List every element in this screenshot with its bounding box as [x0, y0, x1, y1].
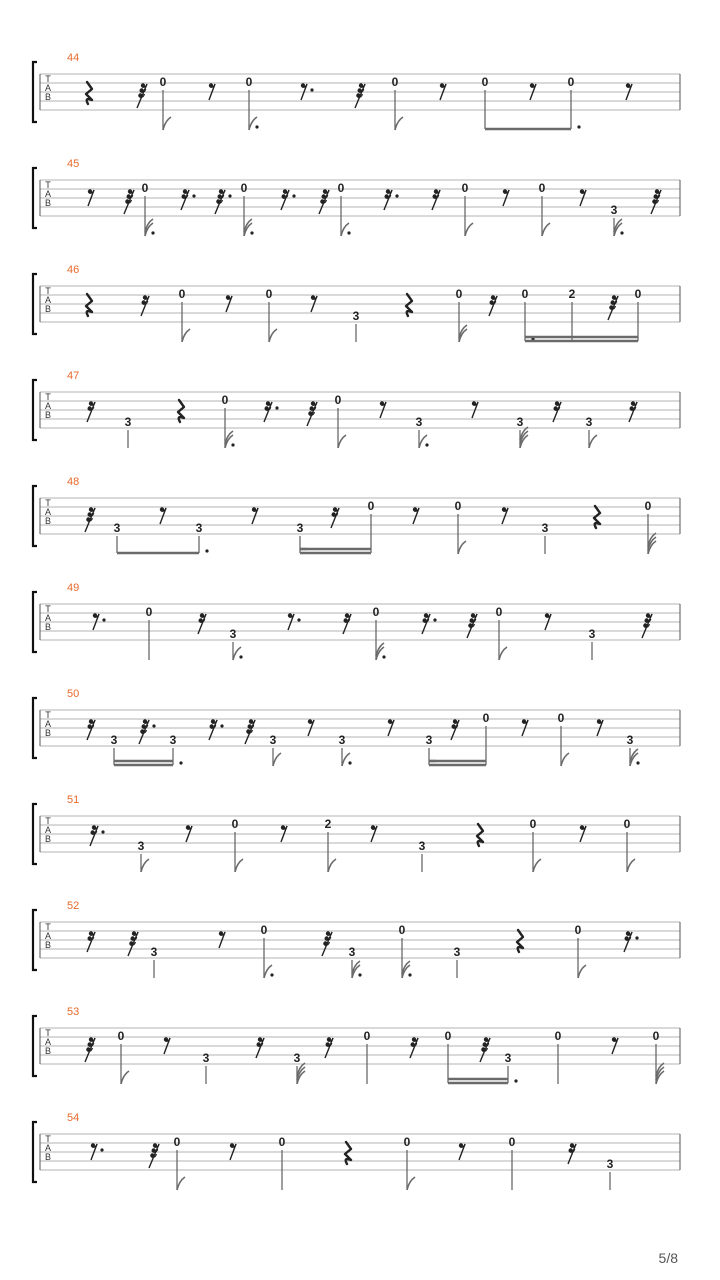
measure-number: 54: [67, 1112, 80, 1124]
note-flag: [121, 1071, 129, 1084]
fret-number: 3: [348, 945, 356, 959]
dot: [255, 125, 258, 128]
tab-system: [33, 900, 680, 978]
tab-clef-letter: A: [44, 613, 52, 623]
note-flag: [145, 219, 153, 232]
tab-clef-letter: T: [45, 286, 51, 296]
measure-number: 48: [67, 476, 80, 488]
fret-number: 0: [461, 181, 469, 195]
system-bracket: [33, 380, 37, 440]
dot: [635, 936, 638, 939]
fret-number: 3: [150, 945, 158, 959]
fret-number: 3: [269, 733, 277, 747]
fret-number: 0: [265, 287, 273, 301]
tab-system: [33, 158, 680, 236]
note-flag: [402, 961, 410, 974]
fret-number: 0: [260, 923, 268, 937]
fret-number: 3: [229, 627, 237, 641]
dot: [395, 194, 398, 197]
dot: [514, 1079, 517, 1082]
fret-number: 0: [444, 1029, 452, 1043]
tab-clef-letter: T: [45, 498, 51, 508]
fret-number: 0: [634, 287, 642, 301]
tab-system: [33, 52, 680, 130]
fret-number: 0: [231, 817, 239, 831]
fret-number: 0: [554, 1029, 562, 1043]
fret-number: 0: [278, 1135, 286, 1149]
fret-number: 0: [173, 1135, 181, 1149]
note-flag: [533, 859, 541, 872]
fret-number: 3: [626, 733, 634, 747]
tab-system: [33, 688, 680, 766]
note-flag: [407, 1177, 415, 1190]
fret-number: 0: [221, 393, 229, 407]
tab-clef-letter: B: [44, 1152, 52, 1162]
fret-number: 0: [644, 499, 652, 513]
system-bracket: [33, 592, 37, 652]
dot: [292, 194, 295, 197]
fret-number: 0: [538, 181, 546, 195]
note-flag: [182, 329, 190, 342]
system-bracket: [33, 804, 37, 864]
fret-number: 3: [338, 733, 346, 747]
tab-clef-letter: B: [44, 198, 52, 208]
fret-number: 3: [202, 1051, 210, 1065]
fret-number: 0: [367, 499, 375, 513]
note-flag: [338, 435, 346, 448]
dot: [310, 88, 313, 91]
tab-clef-letter: B: [44, 940, 52, 950]
note-flag: [578, 965, 586, 978]
dot: [231, 443, 234, 446]
fret-number: 3: [415, 415, 423, 429]
tab-clef-letter: A: [44, 719, 52, 729]
fret-number: 0: [117, 1029, 125, 1043]
tab-clef-letter: T: [45, 604, 51, 614]
tab-clef-letter: B: [44, 622, 52, 632]
note-flag: [376, 643, 384, 656]
dot: [250, 231, 253, 234]
fret-number: 3: [453, 945, 461, 959]
fret-number: 0: [337, 181, 345, 195]
tab-clef-letter: T: [45, 392, 51, 402]
note-flag: [459, 325, 467, 338]
fret-number: 3: [610, 203, 618, 217]
tab-clef-letter: A: [44, 507, 52, 517]
tab-clef-letter: A: [44, 295, 52, 305]
system-bracket: [33, 910, 37, 970]
tab-clef-letter: B: [44, 728, 52, 738]
system-bracket: [33, 168, 37, 228]
tab-clef-letter: A: [44, 825, 52, 835]
note-flag: [328, 859, 336, 872]
tab-clef-letter: T: [45, 922, 51, 932]
dot: [270, 973, 273, 976]
fret-number: 2: [324, 817, 332, 831]
tab-clef-letter: T: [45, 710, 51, 720]
tab-clef-letter: B: [44, 1046, 52, 1056]
fret-number: 0: [529, 817, 537, 831]
dot: [433, 618, 436, 621]
note-flag: [177, 1177, 185, 1190]
dot: [100, 1148, 103, 1151]
fret-number: 3: [504, 1051, 512, 1065]
measure-number: 46: [67, 264, 80, 276]
note-flag: [458, 541, 466, 554]
tab-clef-letter: A: [44, 401, 52, 411]
tab-clef-letter: A: [44, 931, 52, 941]
fret-number: 0: [567, 75, 575, 89]
note-flag: [561, 753, 569, 766]
note-flag: [225, 431, 233, 444]
tab-clef-letter: A: [44, 189, 52, 199]
dot: [102, 618, 105, 621]
fret-number: 0: [363, 1029, 371, 1043]
dot: [382, 655, 385, 658]
fret-number: 0: [391, 75, 399, 89]
note-flag: [163, 117, 171, 130]
tab-system: [33, 476, 680, 554]
tab-clef-letter: A: [44, 1143, 52, 1153]
dot: [179, 761, 182, 764]
measure-number: 45: [67, 158, 80, 170]
fret-number: 0: [245, 75, 253, 89]
measure-number: 47: [67, 370, 80, 382]
fret-number: 3: [110, 733, 118, 747]
fret-number: 0: [482, 711, 490, 725]
fret-number: 3: [124, 415, 132, 429]
fret-number: 3: [606, 1157, 614, 1171]
measure-number: 44: [67, 52, 80, 64]
fret-number: 0: [521, 287, 529, 301]
dot: [577, 125, 580, 128]
dot: [192, 194, 195, 197]
fret-number: 0: [141, 181, 149, 195]
fret-number: 0: [159, 75, 167, 89]
note-flag: [141, 859, 149, 872]
tab-system: [33, 264, 680, 342]
fret-number: 3: [588, 627, 596, 641]
fret-number: 0: [495, 605, 503, 619]
fret-number: 0: [240, 181, 248, 195]
fret-number: 0: [557, 711, 565, 725]
fret-number: 3: [541, 521, 549, 535]
note-flag: [235, 859, 243, 872]
fret-number: 3: [585, 415, 593, 429]
tab-clef-letter: B: [44, 92, 52, 102]
tab-clef-letter: T: [45, 1134, 51, 1144]
dot: [347, 231, 350, 234]
tab-clef-letter: T: [45, 816, 51, 826]
dot: [425, 443, 428, 446]
fret-number: 3: [137, 839, 145, 853]
measure-number: 53: [67, 1006, 80, 1018]
tab-clef-letter: T: [45, 1028, 51, 1038]
fret-number: 3: [169, 733, 177, 747]
tab-clef-letter: T: [45, 180, 51, 190]
note-flag: [627, 859, 635, 872]
system-bracket: [33, 274, 37, 334]
dot: [228, 194, 231, 197]
note-flag: [269, 329, 277, 342]
note-flag: [465, 223, 473, 236]
fret-number: 2: [568, 287, 576, 301]
fret-number: 0: [398, 923, 406, 937]
dot: [239, 655, 242, 658]
tab-clef-letter: B: [44, 410, 52, 420]
tab-system: [33, 582, 680, 660]
fret-number: 0: [455, 287, 463, 301]
system-bracket: [33, 698, 37, 758]
fret-number: 0: [454, 499, 462, 513]
dot: [348, 761, 351, 764]
dot: [620, 231, 623, 234]
dot: [636, 761, 639, 764]
fret-number: 3: [352, 309, 360, 323]
fret-number: 3: [425, 733, 433, 747]
tab-clef-letter: B: [44, 304, 52, 314]
system-bracket: [33, 486, 37, 546]
fret-number: 3: [113, 521, 121, 535]
fret-number: 0: [334, 393, 342, 407]
fret-number: 0: [403, 1135, 411, 1149]
dot: [275, 406, 278, 409]
note-flag: [499, 647, 507, 660]
fret-number: 0: [145, 605, 153, 619]
fret-number: 3: [516, 415, 524, 429]
dot: [152, 724, 155, 727]
dot: [408, 973, 411, 976]
system-bracket: [33, 1016, 37, 1076]
system-bracket: [33, 62, 37, 122]
tab-clef-letter: A: [44, 1037, 52, 1047]
fret-number: 0: [574, 923, 582, 937]
tab-clef-letter: B: [44, 834, 52, 844]
fret-number: 3: [195, 521, 203, 535]
dot: [358, 973, 361, 976]
fret-number: 0: [481, 75, 489, 89]
note-flag: [244, 219, 252, 232]
note-flag: [614, 219, 622, 232]
tab-clef-letter: A: [44, 83, 52, 93]
dot: [297, 618, 300, 621]
tab-system: [33, 1006, 680, 1084]
fret-number: 0: [652, 1029, 660, 1043]
note-flag: [589, 435, 597, 448]
note-flag: [395, 117, 403, 130]
measure-number: 51: [67, 794, 80, 806]
note-flag: [542, 223, 550, 236]
note-flag: [273, 753, 281, 766]
fret-number: 3: [418, 839, 426, 853]
fret-number: 3: [293, 1051, 301, 1065]
page-number: 5/8: [658, 1250, 678, 1266]
dot: [220, 724, 223, 727]
system-bracket: [33, 1122, 37, 1182]
tab-system: [33, 1112, 680, 1190]
tab-clef-letter: B: [44, 516, 52, 526]
measure-number: 52: [67, 900, 80, 912]
fret-number: 0: [508, 1135, 516, 1149]
note-flag: [352, 961, 360, 974]
measure-number: 49: [67, 582, 80, 594]
fret-number: 0: [178, 287, 186, 301]
dot: [101, 830, 104, 833]
fret-number: 3: [296, 521, 304, 535]
tab-clef-letter: T: [45, 74, 51, 84]
dot: [205, 549, 208, 552]
tab-system: [33, 370, 680, 448]
measure-number: 50: [67, 688, 80, 700]
tab-system: [33, 794, 680, 872]
fret-number: 0: [372, 605, 380, 619]
note-flag: [630, 749, 638, 762]
dot: [151, 231, 154, 234]
fret-number: 0: [623, 817, 631, 831]
